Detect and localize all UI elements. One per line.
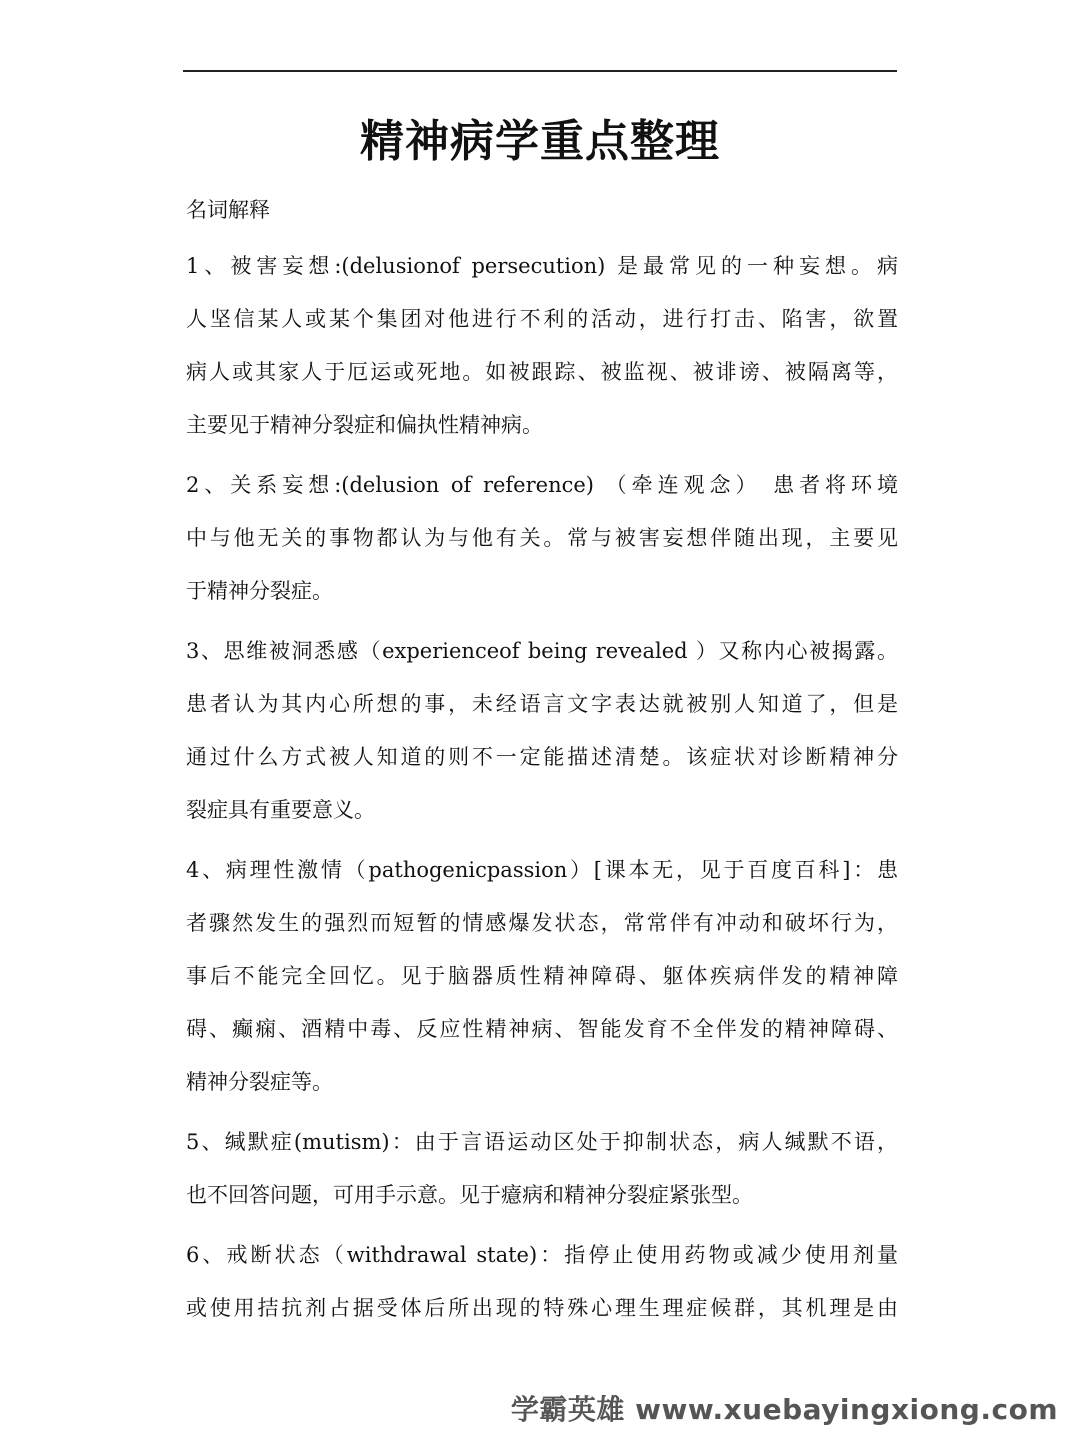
site-watermark: 学霸英雄 www.xuebayingxiong.com bbox=[510, 1393, 1058, 1426]
text-line: 病人或其家人于厄运或死地。如被跟踪、被监视、被诽谤、被隔离等， bbox=[186, 360, 898, 384]
document-body bbox=[186, 240, 898, 1342]
section-heading: 名词解释 bbox=[186, 198, 270, 222]
text-line: 人坚信某人或某个集团对他进行不利的活动，进行打击、陷害，欲置 bbox=[186, 307, 898, 331]
text-line: 或使用拮抗剂占据受体后所出现的特殊心理生理症候群，其机理是由 bbox=[186, 1296, 898, 1320]
text-line: 1、被害妄想:(delusionof persecution) 是最常见的一种妄想。病 bbox=[186, 254, 898, 278]
document-title: 精神病学重点整理 bbox=[360, 116, 720, 167]
term-entry-mutism bbox=[186, 1116, 898, 1222]
text-line: 患者认为其内心所想的事，未经语言文字表达就被别人知道了，但是 bbox=[186, 692, 898, 716]
term-entry-revealed bbox=[186, 625, 898, 837]
text-line: 者骤然发生的强烈而短暂的情感爆发状态，常常伴有冲动和破坏行为， bbox=[186, 911, 898, 935]
term-entry-withdrawal bbox=[186, 1229, 898, 1335]
text-line: 事后不能完全回忆。见于脑器质性精神障碍、躯体疾病伴发的精神障 bbox=[186, 964, 898, 988]
text-line: 通过什么方式被人知道的则不一定能描述清楚。该症状对诊断精神分 bbox=[186, 745, 898, 769]
term-entry-reference bbox=[186, 459, 898, 618]
text-line: 裂症具有重要意义。 bbox=[186, 798, 375, 822]
term-entry-pathogenic-passion bbox=[186, 844, 898, 1109]
text-line: 3、思维被洞悉感（experienceof being revealed ）又称内心被揭露。 bbox=[186, 639, 898, 663]
text-line: 5、缄默症(mutism)：由于言语运动区处于抑制状态，病人缄默不语， bbox=[186, 1130, 898, 1154]
text-line: 主要见于精神分裂症和偏执性精神病。 bbox=[186, 413, 543, 437]
text-line: 中与他无关的事物都认为与他有关。常与被害妄想伴随出现，主要见 bbox=[186, 526, 898, 550]
text-line: 碍、癫痫、酒精中毒、反应性精神病、智能发育不全伴发的精神障碍、 bbox=[186, 1017, 898, 1041]
text-line: 2、关系妄想:(delusion of reference) （牵连观念） 患者将环境 bbox=[186, 473, 898, 497]
text-line: 也不回答问题，可用手示意。见于癔病和精神分裂症紧张型。 bbox=[186, 1183, 753, 1207]
text-line: 于精神分裂症。 bbox=[186, 579, 333, 603]
text-line: 精神分裂症等。 bbox=[186, 1070, 333, 1094]
header-rule bbox=[183, 70, 897, 72]
text-line: 6、戒断状态（withdrawal state)：指停止使用药物或减少使用剂量 bbox=[186, 1243, 898, 1267]
term-entry-persecution bbox=[186, 240, 898, 452]
text-line: 4、病理性激情（pathogenicpassion）[课本无，见于百度百科]：患 bbox=[186, 858, 898, 882]
